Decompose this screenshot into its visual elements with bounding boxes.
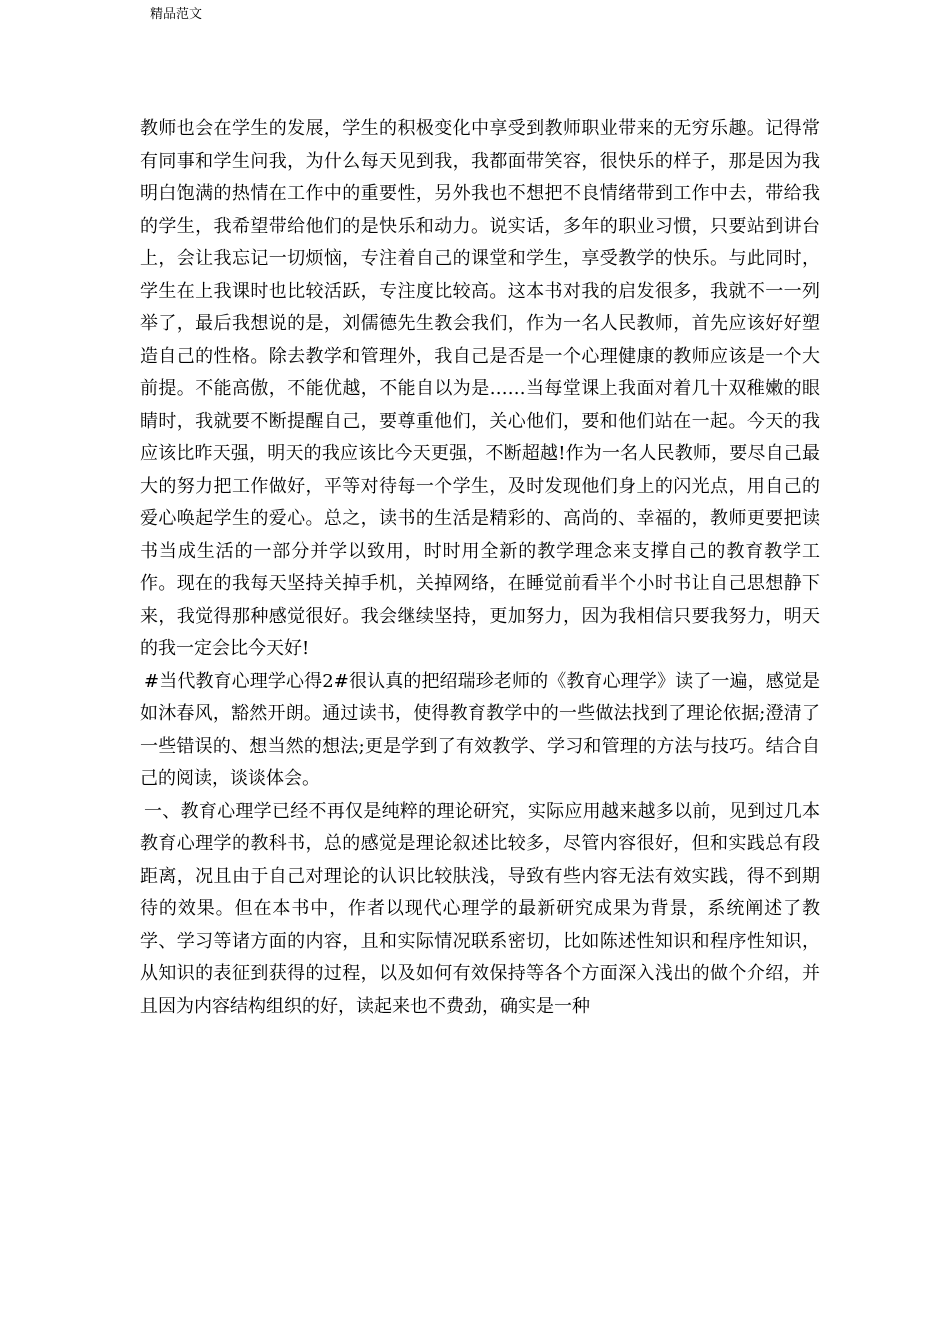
paragraph-3: 一、教育心理学已经不再仅是纯粹的理论研究，实际应用越来越多以前，见到过几本教育心理学的教科书，总的感觉是理论叙述比较多，尽管内容很好，但和实践总有段距离，况且由于自己对理论的认识比较肤浅，导致有些内容无法有效实践，得不到期待的效果。但在本书中，作者以现代心理学的最新研究成果为背景，系统阐述了教学、学习等诸方面的内容，且和实际情况联系密切，比如陈述性知识和程序性知识，从知识的表征到获得的过程，以及如何有效保持等各个方面深入浅出的做个介绍，并且因为内容结构组织的好，读起来也不费劲，确实是一种: [140, 800, 820, 1017]
header-mark: 精品范文: [150, 7, 203, 22]
document-body: [140, 113, 820, 1023]
paragraph-2: #当代教育心理学心得2#很认真的把绍瑞珍老师的《教育心理学》读了一遍，感觉是如沐春风，豁然开朗。通过读书，使得教育教学中的一些做法找到了理论依据;澄清了一些错误的、想当然的想法;更是学到了有效教学、学习和管理的方法与技巧。结合自己的阅读，谈谈体会。: [140, 670, 820, 789]
paragraph-1: 教师也会在学生的发展，学生的积极变化中享受到教师职业带来的无穷乐趣。记得常有同事和学生问我，为什么每天见到我，我都面带笑容，很快乐的样子，那是因为我明白饱满的热情在工作中的重要性，另外我也不想把不良情绪带到工作中去，带给我的学生，我希望带给他们的是快乐和动力。说实话，多年的职业习惯，只要站到讲台上，会让我忘记一切烦恼，专注着自己的课堂和学生，享受教学的快乐。与此同时，学生在上我课时也比较活跃，专注度比较高。这本书对我的启发很多，我就不一一列举了，最后我想说的是，刘儒德先生教会我们，作为一名人民教师，首先应该好好塑造自己的性格。除去教学和管理外，我自己是否是一个心理健康的教师应该是一个大前提。不能高傲，不能优越，不能自以为是……当每堂课上我面对着几十双稚嫩的眼睛时，我就要不断提醒自己，要尊重他们，关心他们，要和他们站在一起。今天的我应该比昨天强，明天的我应该比今天更强，不断超越!作为一名人民教师，要尽自己最大的努力把工作做好，平等对待每一个学生，及时发现他们身上的闪光点，用自己的爱心唤起学生的爱心。总之，读书的生活是精彩的、高尚的、幸福的，教师更要把读书当成生活的一部分并学以致用，时时用全新的教学理念来支撑自己的教育教学工作。现在的我每天坚持关掉手机，关掉网络，在睡觉前看半个小时书让自己思想静下来，我觉得那种感觉很好。我会继续坚持，更加努力，因为我相信只要我努力，明天的我一定会比今天好!: [140, 118, 820, 659]
